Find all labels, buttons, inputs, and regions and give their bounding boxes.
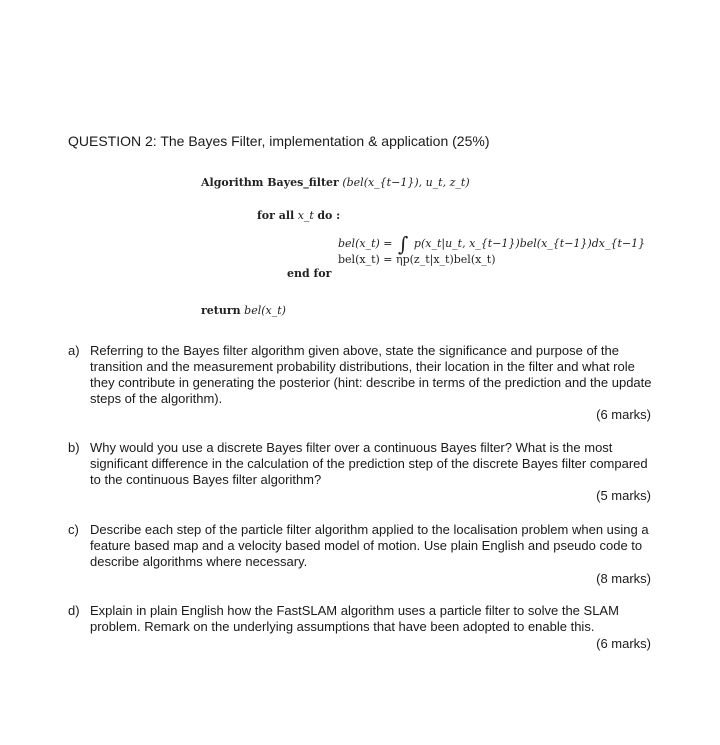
- question-part-d: [68, 603, 652, 635]
- end-for: [287, 267, 331, 280]
- update-equation: bel(x_t) = ηp(z_t|x_t)bel(x_t): [338, 253, 496, 266]
- prediction-rhs: p(x_t|u_t, x_{t−1})bel(x_{t−1})dx_{t−1}: [413, 237, 646, 250]
- algorithm-name: Algorithm Bayes_filter: [201, 176, 339, 189]
- for-variable: x_t: [297, 209, 314, 222]
- part-c-marks: (8 marks): [596, 571, 651, 586]
- integral-symbol: ∫: [398, 232, 409, 256]
- for-keyword: for all: [257, 209, 295, 222]
- end-for-keyword: end for: [287, 267, 332, 280]
- question-title: QUESTION 2: The Bayes Filter, implementation & application (25%): [68, 133, 490, 149]
- algorithm-header: [201, 176, 470, 189]
- question-part-a: [68, 343, 652, 407]
- part-letter: a): [68, 343, 80, 358]
- part-text: Why would you use a discrete Bayes filter over a continuous Bayes filter? What is the most significant difference in the calculation of the prediction step of the discrete Bayes filter compared to the continuous Bayes filter algorithm?: [90, 440, 648, 487]
- return-keyword: return: [201, 304, 241, 317]
- for-line: [257, 209, 340, 222]
- part-d-marks: (6 marks): [596, 636, 651, 651]
- part-letter: d): [68, 603, 80, 618]
- question-part-c: [68, 522, 652, 570]
- part-text: Explain in plain English how the FastSLAM algorithm uses a particle filter to solve the SLAM problem. Remark on the underlying assumptions that have been adopted to enable this.: [90, 603, 619, 634]
- prediction-lhs: bel(x_t) =: [338, 237, 393, 250]
- part-b-marks: (5 marks): [596, 488, 651, 503]
- question-part-b: [68, 440, 652, 488]
- part-text: Referring to the Bayes filter algorithm given above, state the significance and purpose of the transition and the measurement probability distributions, their location in the filter and what role they contribute in generating the posterior (hint: describe in terms of the prediction and the update steps of the algorithm).: [90, 343, 652, 406]
- algorithm-args: (bel(x_{t−1}), u_t, z_t): [342, 176, 470, 189]
- part-a-marks: (6 marks): [596, 407, 651, 422]
- part-text: Describe each step of the particle filter algorithm applied to the localisation problem when using a feature based map and a velocity based model of motion. Use plain English and pseudo code to describe algorithms where necessary.: [90, 522, 649, 569]
- do-keyword: do :: [317, 209, 341, 222]
- part-letter: b): [68, 440, 80, 455]
- part-letter: c): [68, 522, 79, 537]
- return-line: [201, 304, 286, 317]
- return-value: bel(x_t): [244, 304, 286, 317]
